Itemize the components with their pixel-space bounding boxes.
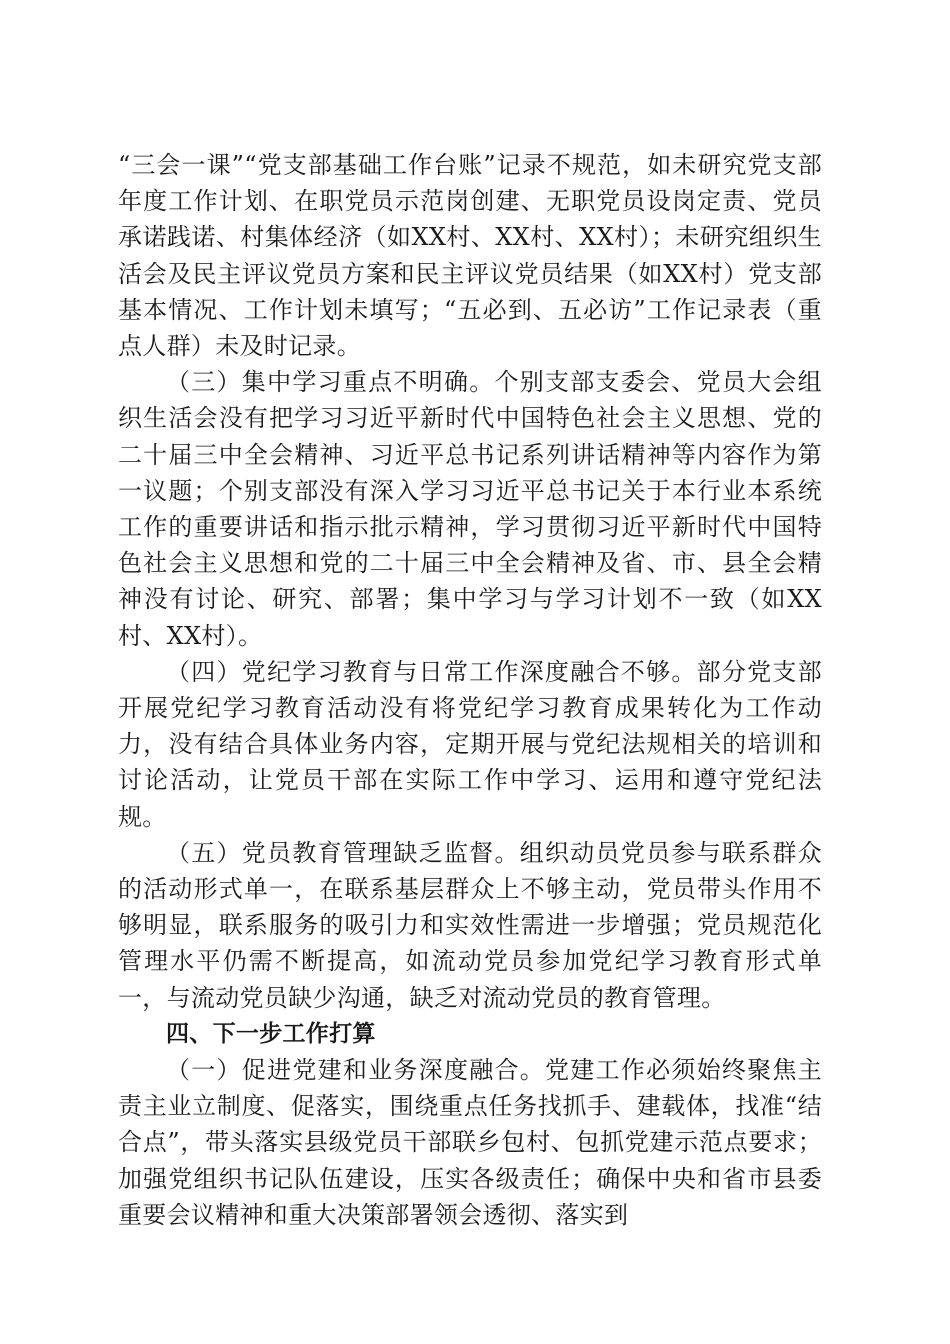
paragraph-discipline-education: （四）党纪学习教育与日常工作深度融合不够。部分党支部开展党纪学习教育活动没有将党纪学习教育成果转化为工作动力，没有结合具体业务内容，定期开展与党纪法规相关的培训和讨论活动，让党员干部在实际工作中学习、运用和遵守党纪法规。	[118, 657, 822, 831]
paragraph-integration: （一）促进党建和业务深度融合。党建工作必须始终聚焦主责主业立制度、促落实，围绕重点任务找抓手、建载体，找准“结合点”，带头落实县级党员干部联乡包村、包抓党建示范点要求；加强党组织书记队伍建设，压实各级责任；确保中央和省市县委重要会议精神和重大决策部署领会透彻、落实到	[118, 1056, 822, 1229]
paragraph-study-focus: （三）集中学习重点不明确。个别支部支委会、党员大会组织生活会没有把学习习近平新时代中国特色社会主义思想、党的二十届三中全会精神、习近平总书记系列讲话精神等内容作为第一议题；个别支部没有深入学习习近平总书记关于本行业本系统工作的重要讲话和指示批示精神，学习贯彻习近平新时代中国特色社会主义思想和党的二十届三中全会精神及省、市、县全会精神没有讨论、研究、部署；集中学习与学习计划不一致（如XX村、XX村）。	[118, 368, 822, 650]
paragraph-record-issues: “三会一课”“党支部基础工作台账”记录不规范，如未研究党支部年度工作计划、在职党员示范岗创建、无职党员设岗定责、党员承诺践诺、村集体经济（如XX村、XX村、XX村）；未研究组织生活会及民主评议党员方案和民主评议党员结果（如XX村）党支部基本情况、工作计划未填写；“五必到、五必访”工作记录表（重点人群）未及时记录。	[118, 151, 822, 361]
paragraph-member-supervision: （五）党员教育管理缺乏监督。组织动员党员参与联系群众的活动形式单一，在联系基层群众上不够主动，党员带头作用不够明显，联系服务的吸引力和实效性需进一步增强；党员规范化管理水平仍需不断提高，如流动党员参加党纪学习教育形式单一，与流动党员缺少沟通，缺乏对流动党员的教育管理。	[118, 838, 822, 1012]
section-heading-next-steps: 四、下一步工作打算	[166, 1020, 376, 1047]
document-body	[118, 147, 822, 1233]
